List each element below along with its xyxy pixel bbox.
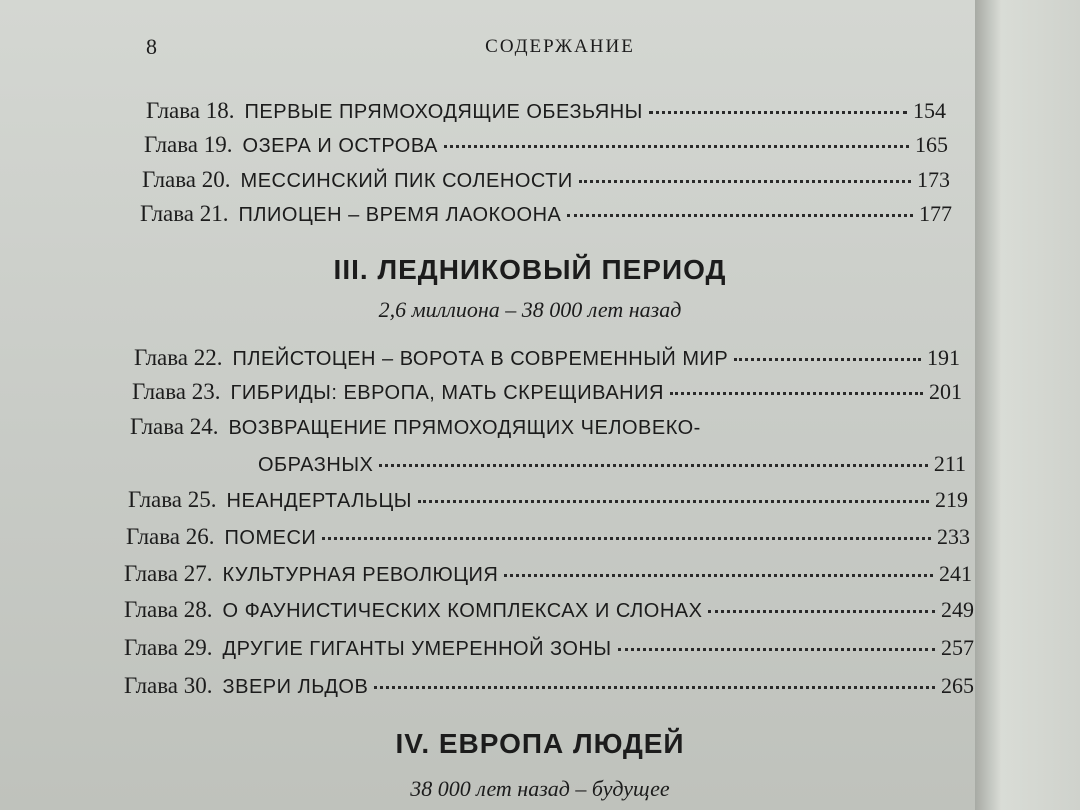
toc-entry <box>124 635 974 661</box>
entry-title: НЕАНДЕРТАЛЬЦЫ <box>226 490 413 512</box>
part-heading: IV. ЕВРОПА ЛЮДЕЙ <box>395 728 685 759</box>
entry-title: МЕССИНСКИЙ ПИК СОЛЕНОСТИ <box>240 170 573 192</box>
toc-entry <box>124 597 974 623</box>
running-head: СОДЕРЖАНИЕ <box>485 36 635 57</box>
entry-prefix: Глава 30. <box>124 673 213 698</box>
entry-page: 233 <box>937 524 970 549</box>
entry-page: 154 <box>913 98 946 123</box>
entry-prefix: Глава 21. <box>140 201 229 226</box>
toc-entry <box>144 132 948 158</box>
entry-prefix: Глава 25. <box>128 487 217 512</box>
toc-entry <box>140 201 952 227</box>
entry-title: ПОМЕСИ <box>224 527 317 549</box>
entry-page: 191 <box>927 345 960 370</box>
page-number: 8 <box>146 34 157 59</box>
dot-leader <box>418 500 929 503</box>
entry-title: О ФАУНИСТИЧЕСКИХ КОМПЛЕКСАХ И СЛОНАХ <box>222 600 703 622</box>
dot-leader <box>374 686 935 689</box>
toc-entry <box>126 524 970 550</box>
entry-title: ЗВЕРИ ЛЬДОВ <box>222 676 369 698</box>
entry-title: ДРУГИЕ ГИГАНТЫ УМЕРЕННОЙ ЗОНЫ <box>222 638 612 660</box>
entry-prefix: Глава 22. <box>134 345 223 370</box>
entry-page: 165 <box>915 132 948 157</box>
entry-prefix: Глава 29. <box>124 635 213 660</box>
entry-title: ПЛЕЙСТОЦЕН – ВОРОТА В СОВРЕМЕННЫЙ МИР <box>232 348 729 370</box>
entry-prefix: Глава 27. <box>124 561 213 586</box>
entry-page: 201 <box>929 379 962 404</box>
toc-entry <box>130 414 964 440</box>
entry-prefix: Глава 18. <box>146 98 235 123</box>
entry-page: 257 <box>941 635 974 660</box>
entry-prefix: Глава 20. <box>142 167 231 192</box>
entry-prefix: Глава 26. <box>126 524 215 549</box>
entry-page: 211 <box>933 451 966 476</box>
entry-prefix: Глава 24. <box>130 414 219 439</box>
toc-entry <box>124 561 972 587</box>
adjacent-page-edge <box>975 0 1080 810</box>
entry-title: ОЗЕРА И ОСТРОВА <box>242 135 438 157</box>
dot-leader <box>670 392 923 395</box>
entry-page: 177 <box>919 201 952 226</box>
dot-leader <box>444 145 909 148</box>
dot-leader <box>708 610 935 613</box>
entry-title: ОБРАЗНЫХ <box>258 454 374 476</box>
entry-title: ПЛИОЦЕН – ВРЕМЯ ЛАОКООНА <box>238 204 562 226</box>
entry-prefix: Глава 28. <box>124 597 213 622</box>
dot-leader <box>618 648 935 651</box>
toc-entry <box>128 487 968 513</box>
toc-entry <box>124 673 974 699</box>
toc-entry <box>146 98 946 124</box>
dot-leader <box>567 214 913 217</box>
toc-entry-continuation <box>258 451 966 477</box>
entry-title: КУЛЬТУРНАЯ РЕВОЛЮЦИЯ <box>222 564 499 586</box>
dot-leader <box>579 180 911 183</box>
dot-leader <box>322 537 931 540</box>
dot-leader <box>649 111 907 114</box>
entry-prefix: Глава 19. <box>144 132 233 157</box>
dot-leader <box>379 464 927 467</box>
entry-title: ГИБРИДЫ: ЕВРОПА, МАТЬ СКРЕЩИВАНИЯ <box>230 382 664 404</box>
entry-page: 241 <box>939 561 972 586</box>
entry-page: 173 <box>917 167 950 192</box>
dot-leader <box>504 574 933 577</box>
toc-entry <box>142 167 950 193</box>
entry-title: ПЕРВЫЕ ПРЯМОХОДЯЩИЕ ОБЕЗЬЯНЫ <box>244 101 643 123</box>
entry-title: ВОЗВРАЩЕНИЕ ПРЯМОХОДЯЩИХ ЧЕЛОВЕКО- <box>228 417 701 439</box>
toc-entry <box>132 379 962 405</box>
entry-page: 265 <box>941 673 974 698</box>
part-heading: III. ЛЕДНИКОВЫЙ ПЕРИОД <box>333 254 727 285</box>
part-dates: 2,6 миллиона – 38 000 лет назад <box>378 297 682 322</box>
part-dates: 38 000 лет назад – будущее <box>410 776 670 801</box>
entry-page: 249 <box>941 597 974 622</box>
entry-prefix: Глава 23. <box>132 379 221 404</box>
dot-leader <box>734 358 921 361</box>
entry-page: 219 <box>935 487 968 512</box>
toc-entry <box>134 345 960 371</box>
